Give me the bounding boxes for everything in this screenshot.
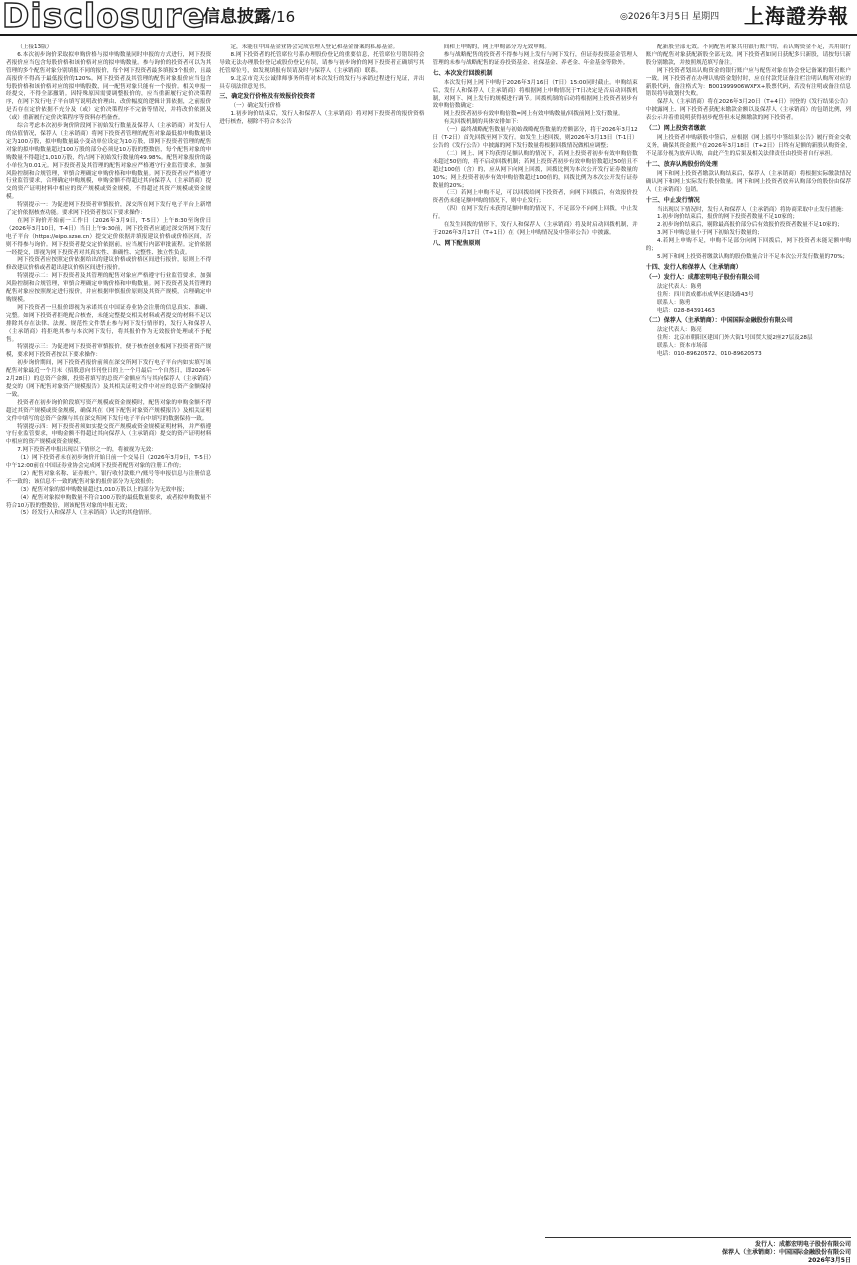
paragraph: 网上投资者初步有效申购倍数=网上有效申购数量/回拨前网上发行数量。 — [443, 111, 624, 118]
paragraph: 投资者在初步询价阶段填写资产规模或资金规模时，配售对象的申购金额不得超过其资产规模或资金规模，确保其在《网下配售对象资产规模报告》及相关证明文件中填写的总资产金额与其在深交所网下发行电子平台中填写的数据保持一致。 — [6, 399, 212, 422]
section-heading: 十四、发行人和保荐人（主承销商） — [645, 263, 742, 271]
paragraph: （5）经发行人和保荐人（主承销商）认定的其他情形。 — [17, 510, 155, 517]
paragraph: 6.本次初步询价采取拟申购价格与拟申购数量同时申报的方式进行，网下投资者报价应当包含每股价格和该价格对应的拟申购数量。参与询价的投资者可以为其管理的多个配售对象分别填报不同的报价，每个网下投资者最多填报3个报价，且最高报价不得高于最低报价的120%。网下投资者及其管理的配售对象报价应当包含每股价格和该价格对应的拟申购股数，同一配售对象只能有一个报价。相关申报一经提交，不得全部撤销。因特殊原因需要调整报价的，应当重新履行定价决策程序，在网下发行电子平台填写说明改价理由、改价幅度的逻辑计算依据，之前报价是否存在定价依据不充分及（或）定价决策程序不完备等情况，并将改价依据及（或）重新履行定价决策程序等资料存档备查。 — [6, 51, 212, 122]
paragraph: 5.网下和网上投资者缴款认购的股份数量合计不足本次公开发行数量的70%； — [656, 253, 849, 260]
paragraph: 联系人：资本市场部 — [656, 343, 708, 350]
paragraph: （2）配售对象名称、证券账户、银行收付款账户/账号等申报信息与注册信息不一致的；该信息不一致的配售对象的报价部分为无效报价； — [6, 470, 212, 485]
section-brand: Disclosure — [2, 0, 206, 35]
section-name: 信息披露 — [203, 7, 271, 27]
paragraph: 有关回拨机制的具体安排如下： — [443, 119, 523, 126]
paragraph: 保荐人（主承销商）将在2026年3月20日（T+4日）刊登的《发行结果公告》中披露网上、网下投资者获配未缴款金额以及保荐人（主承销商）的包销比例，列表公示并着重说明获得初步配售但未足额缴款的网下投资者。 — [645, 99, 851, 122]
footer-rule — [545, 1237, 851, 1238]
paragraph: 在网下询价开始前一工作日（2026年3月9日，T-5日）上午8:30至询价日（2026年3月10日，T-4日）当日上午9:30前，网下投资者应通过深交所网下发行电子平台（https://eipo.szse.cn）提交定价依据并填报建议价格或价格区间，否则不得参与询价。网下投资者提交定价依据前，应当履行内部审批流程。定价依据一经提交，即视为网下投资者对其真实性、准确性、完整性、独立性负责。 — [6, 217, 212, 256]
paragraph: （1）网下投资者未在初步询价开始日前一个交易日（2026年3月9日，T-5日）中午12:00前在中国证券业协会完成网下投资者配售对象的注册工作的； — [6, 455, 212, 470]
section-heading: 三、确定发行价格及有效报价投资者 — [219, 93, 316, 101]
section-title — [203, 6, 295, 28]
paragraph: 初步询价期间，网下投资者报价前须在深交所网下发行电子平台内如实填写该配售对象最近一个月末（招股意向书刊登日的上一个月最后一个自然日，即2026年2月28日）的总资产金额，投资者填写的总资产金额应当与其向保荐人（主承销商）提交的《网下配售对象资产规模报告》及其相关证明文件中对应的总资产金额保持一致。 — [6, 360, 212, 398]
paragraph: （二）网上、网下均获得足额认购的情况下，若网上投资者初步有效申购倍数未超过50倍的，将不启动回拨机制；若网上投资者初步有效申购倍数超过50倍且不超过100倍（含）的，应从网下向网上回拨，回拨比例为本次公开发行证券数量的10%；网上投资者初步有效申购倍数超过100倍的，回拨比例为本次公开发行证券数量的20%； — [432, 150, 638, 189]
paragraph: （四）在网下发行未获得足额申购的情况下，不足部分不向网上回拨，中止发行。 — [432, 206, 638, 221]
paragraph: 特别提示三：为促进网下投资者审慎报价，便于核查创业板网下投资者资产规模，要求网下投资者按以下要求操作： — [6, 344, 212, 359]
section-heading: 七、本次发行回拨机制 — [432, 69, 493, 77]
paragraph: 法定代表人：陈勇 — [656, 283, 702, 290]
section-heading: （二）保荐人（主承销商）：中国国际金融股份有限公司 — [645, 317, 793, 325]
paragraph: 当出现以下情况时，发行人和保荐人（主承销商）将协商采取中止发行措施： — [656, 206, 848, 213]
paragraph: 在发生回拨的情形下，发行人和保荐人（主承销商）将及时启动回拨机制，并于2026年3月17日（T+1日）在《网上申购情况及中签率公告》中披露。 — [432, 222, 638, 236]
paragraph: 网下投资者一旦报价即视为承诺其在中国证券业协会注册的信息真实、准确、完整。如网下投资者拒绝配合核查，未能完整提交相关材料或者提交的材料不足以排除其存在法律、法规、规范性文件禁止参与网下发行情形的，发行人和保荐人（主承销商）将拒绝其参与本次网下发行，将其报价作为无效报价处理或不予配售。 — [6, 304, 212, 343]
page-number: /16 — [271, 8, 296, 26]
paragraph: 间和上申购的，网上申购部分为无效申购。 — [443, 44, 550, 50]
text-column — [219, 44, 424, 1234]
issue-date: ◎2026年3月5日 星期四 — [620, 12, 720, 22]
text-column — [433, 44, 638, 1234]
paragraph: 参与战略配售的投资者不得参与网上发行与网下发行，但证券投资基金管理人管理的未参与战略配售的证券投资基金、社保基金、养老金、年金基金等除外。 — [432, 51, 638, 66]
paragraph: 法定代表人：陈亮 — [656, 327, 702, 334]
paragraph: （3）配售对象的拟申购数量超过1,010万股以上的部分为无效申报； — [17, 486, 188, 493]
signature-date: 2026年3月5日 — [807, 1257, 851, 1264]
section-heading: （二）网上投资者缴款 — [645, 125, 706, 133]
paragraph: 8.网下投资者的托管席位号系办理股份登记的重要信息，托管席位号错误将会导致无法办理股份登记或股份登记有误，请参与初步询价的网下投资者正确填写其托管席位号，如发现填报有误请及时与保荐人（主承销商）联系。 — [219, 51, 425, 74]
signature-block — [560, 1241, 851, 1265]
paragraph: 网下和网上投资者缴款认购结束后，保荐人（主承销商）将根据实际缴款情况确认网下和网上实际发行股份数量。网下和网上投资者放弃认购部分的股份由保荐人（主承销商）包销。 — [645, 170, 851, 193]
paragraph: 特别提示一：为促进网下投资者审慎报价，深交所在网下发行电子平台上新增了定价依据核查功能。要求网下投资者按以下要求操作： — [6, 202, 212, 217]
paragraph: 1.初步询价结束后，报价的网下投资者数量不足10家的； — [656, 214, 799, 221]
paragraph: 3.网下申购总量小于网下初始发行数量的； — [656, 230, 763, 237]
paragraph: 2.初步询价结束后，剔除最高报价部分后有效报价投资者数量不足10家的； — [656, 222, 843, 229]
signature-sponsor: 保荐人（主承销商）：中国国际金融股份有限公司 — [721, 1249, 851, 1256]
paragraph: 住所：四川省成都市成华区建设路43号 — [656, 291, 754, 298]
paragraph: （一）最终战略配售数量与初始战略配售数量的差额部分，将于2026年3月12日（T-2日）首先回拨至网下发行。如发生上述回拨，则2026年3月13日（T-1日）公告的《发行公告》中披露的网下发行数量将根据回拨情况做相应调整； — [432, 127, 638, 149]
paragraph: 住所：北京市朝阳区建国门外大街1号国贸大厦2座27层及28层 — [656, 335, 813, 342]
paragraph: 电话：010-89620572、010-89620573 — [656, 351, 762, 358]
text-column — [646, 44, 851, 1234]
paragraph: 4.若网上申购不足，申购不足部分向网下回拨后，网下投资者未能足额申购的； — [645, 238, 851, 253]
paragraph: 综合考虑本次初步询价阶段网下初始发行数量及保荐人（主承销商）对发行人的估值情况，保荐人（主承销商）将网下投资者管理的配售对象最低拟申购数量设定为100万股，拟申购数量最小变动单位设定为10万股，即网下投资者管理的配售对象的拟申购数量超过100万股的部分必须是10万股的整数倍，每个配售对象的申购数量不得超过1,010万股，约占网下初始发行数量的49.98%。配售对象报价的最小单位为0.01元。网下投资者及其管理的配售对象应严格遵守行业监管要求，加强风险控制和合规管理，审慎合理确定申购价格和申购数量。网下投资者应严格遵守行业监管要求，合理确定申购规模，申购金额不得超过其向保荐人（主承销商）提交的资产证明材料中相应的资产规模或资金规模，不得超过其资产规模或资金规模。 — [6, 123, 212, 201]
paragraph: 9.北京市竞天公诚律师事务所将对本次发行的发行与承销过程进行见证，并出具专项法律意见书。 — [219, 75, 425, 90]
section-heading: （一）发行人：成都宏明电子股份有限公司 — [645, 273, 760, 281]
paragraph: 本次发行网上网下申购于2026年3月16日（T日）15:00同时截止。申购结束后，发行人和保荐人（主承销商）将根据网上申购情况于T日决定是否启动回拨机制，对网下、网上发行的规模进行调节。回拨机制的启动将根据网上投资者初步有效申购倍数确定： — [432, 79, 638, 110]
paragraph: 特别提示四：网下投资者须如实提交资产规模或资金规模证明材料，并严格遵守行业监管要求，申购金额不得超过其向保荐人（主承销商）提交的资产证明材料中相应的资产规模或资金规模。 — [6, 423, 212, 446]
section-heading: 十二、放弃认购股份的处理 — [645, 160, 718, 168]
section-heading: 十三、中止发行情况 — [645, 196, 700, 204]
signature-issuer: 发行人：成都宏明电子股份有限公司 — [754, 1241, 851, 1248]
paragraph: 联系人：陈勇 — [656, 299, 691, 306]
paragraph: 网上投资者申购新股中签后，应根据《网上摇号中签结果公告》履行资金交收义务，确保其资金账户在2026年3月18日（T+2日）日终有足额的新股认购资金，不足部分视为放弃认购，由此产生的后果及相关法律责任由投资者自行承担。 — [645, 135, 851, 157]
paragraph: （上接13版） — [17, 44, 53, 50]
paragraph: 1.初步询价结束后，发行人和保荐人（主承销商）将对网下投资者的报价资格进行核查，剔除不符合本公告 — [219, 111, 425, 126]
paragraph: 定，未能在中国基金业协会完成管理人登记和基金备案的私募基金。 — [230, 44, 399, 50]
section-heading: 八、网下配售原则 — [432, 239, 481, 247]
paragraph: （4）配售对象拟申购数量不符合100万股的最低数量要求，或者拟申购数量不符合10万股的整数倍，则该配售对象的申报无效； — [6, 494, 212, 509]
paragraph: （一）确定发行价格 — [230, 103, 281, 110]
paragraph: 7.网下投资者申报出现以下情形之一的，将被视为无效： — [17, 447, 157, 454]
paragraph: （三）若网上申购不足，可以回拨给网下投资者，向网下回拨后，有效报价投资者仍未能足额申购的情况下，则中止发行； — [432, 190, 638, 205]
paper-name: 上海證券報 — [744, 4, 849, 28]
paragraph: 网下投资者应按照定价依据给出的建议价格或价格区间进行报价，原则上不得修改建议价格或者超出建议价格区间进行报价。 — [6, 257, 212, 272]
paragraph: 网下投资者划出认购资金的银行账户应与配售对象在协会登记备案的银行账户一致。网下投资者在办理认购资金划付时，应在付款凭证备注栏注明认购所对应的新股代码，备注格式为：B001999906WXFX+股票代码，若没有注明或备注信息错误将导致划付失败。 — [645, 67, 851, 98]
article-body — [6, 44, 851, 1234]
paragraph: 特别提示二：网下投资者及其管理的配售对象应严格遵守行业监管要求，加强风险控制和合规管理，审慎合理确定申购价格和申购数量。网下投资者及其管理的配售对象应按照规定进行报价，并应根据审慎报价原则及其资产规模，合理确定申购规模。 — [6, 273, 212, 303]
paragraph: 电话：028-84391463 — [656, 307, 715, 314]
paragraph: 配新股全部无效。不同配售对象共用银行账户的，若认购资金不足，共用银行账户的配售对象获配新股全部无效。网下投资者如同日获配多只新股，请按每只新股分别缴款，并按照规范填写备注。 — [645, 44, 851, 66]
masthead — [0, 0, 857, 36]
text-column — [6, 44, 211, 1234]
